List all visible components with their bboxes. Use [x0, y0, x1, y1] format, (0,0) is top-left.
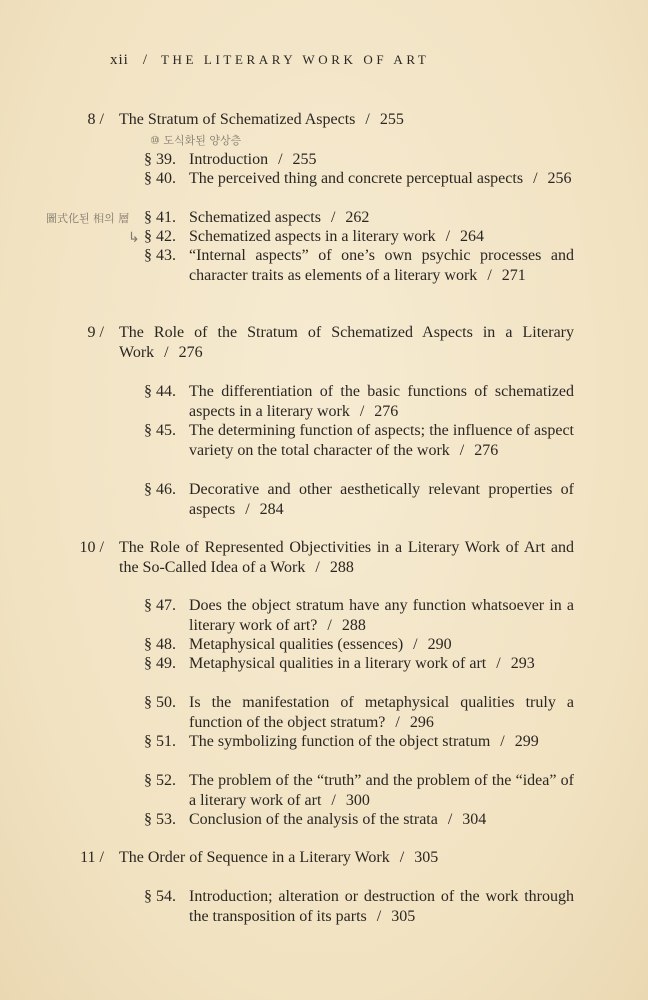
page-number: 276: [474, 441, 499, 459]
chapter-number: 8 /: [87, 111, 104, 128]
page-number: 296: [409, 713, 434, 731]
section-title: Schematized aspects / 262: [189, 209, 370, 226]
section-title: Does the object stratum have any function whatsoever in a literary work of art? / 288: [189, 597, 574, 634]
running-head-separator: /: [142, 52, 148, 68]
section-title: The determining function of aspects; the influence of aspect variety on the total character of the work / 276: [189, 422, 574, 459]
section-title: Introduction / 255: [189, 151, 317, 168]
page-number: 276: [178, 344, 203, 361]
page-number: 276: [374, 402, 399, 420]
handwritten-note: ⑩ 도식화된 양상층: [150, 134, 242, 147]
page-number: 284: [259, 500, 284, 518]
section-title: Decorative and other aesthetically relevant properties of aspects / 284: [189, 481, 574, 518]
running-head: [110, 52, 429, 69]
section-number: § 50.: [144, 694, 176, 711]
section-title: Schematized aspects in a literary work / 264: [189, 228, 485, 245]
page-number: 255: [379, 111, 404, 128]
page-number: 305: [391, 907, 416, 925]
section-number: § 42.: [144, 228, 176, 245]
chapter-number: 9 /: [87, 324, 104, 341]
page-number: 288: [341, 616, 366, 634]
section-title: “Internal aspects” of one’s own psychic processes and character traits as elements of a literary work / 271: [189, 247, 574, 284]
page-number: 304: [462, 811, 487, 828]
page-number: 293: [510, 655, 535, 672]
section-title: Metaphysical qualities (essences) / 290: [189, 636, 452, 653]
section-title: The perceived thing and concrete perceptual aspects / 256: [189, 170, 572, 187]
chapter-title: The Role of Represented Objectivities in a Literary Work of Art and the So-Called Idea of a Work / 288: [119, 539, 574, 576]
section-number: § 40.: [144, 170, 176, 187]
page-number: 290: [427, 636, 452, 653]
chapter-title: The Order of Sequence in a Literary Work / 305: [119, 849, 439, 866]
section-title: Is the manifestation of metaphysical qualities truly a function of the object stratum? / 296: [189, 694, 574, 731]
section-number: § 52.: [144, 772, 176, 789]
section-title: Conclusion of the analysis of the strata / 304: [189, 811, 487, 828]
page-number: 300: [345, 791, 370, 809]
section-number: § 49.: [144, 655, 176, 672]
section-number: § 54.: [144, 888, 176, 905]
section-number: § 41.: [144, 209, 176, 226]
handwritten-note: 圖式化된 相의 層: [46, 212, 130, 225]
page-number: 256: [547, 170, 572, 187]
book-title: THE LITERARY WORK OF ART: [161, 52, 430, 67]
chapter-title: The Role of the Stratum of Schematized Aspects in a Literary Work / 276: [119, 324, 574, 361]
page-folio: xii: [110, 52, 129, 68]
section-number: § 53.: [144, 811, 176, 828]
section-number: § 48.: [144, 636, 176, 653]
section-number: § 51.: [144, 733, 176, 750]
page-number: 305: [414, 849, 439, 866]
page-number: 255: [292, 151, 317, 168]
handwritten-note: ↳: [128, 230, 140, 246]
page-number: 262: [345, 209, 370, 226]
section-number: § 44.: [144, 383, 176, 400]
section-number: § 39.: [144, 151, 176, 168]
section-number: § 47.: [144, 597, 176, 614]
page-number: 299: [514, 733, 539, 750]
chapter-number: 11 /: [80, 849, 104, 866]
page-number: 264: [460, 228, 485, 245]
section-title: Metaphysical qualities in a literary work of art / 293: [189, 655, 535, 672]
section-title: The differentiation of the basic functions of schematized aspects in a literary work / 276: [189, 383, 574, 420]
page-number: 271: [501, 266, 526, 284]
section-title: The symbolizing function of the object stratum / 299: [189, 733, 539, 750]
page-number: 288: [329, 559, 354, 576]
section-title: The problem of the “truth” and the problem of the “idea” of a literary work of art / 300: [189, 772, 574, 809]
section-number: § 43.: [144, 247, 176, 264]
chapter-number: 10 /: [79, 539, 104, 556]
chapter-title: The Stratum of Schematized Aspects / 255: [119, 111, 404, 128]
section-number: § 45.: [144, 422, 176, 439]
section-title: Introduction; alteration or destruction of the work through the transposition of its parts / 305: [189, 888, 574, 925]
section-number: § 46.: [144, 481, 176, 498]
